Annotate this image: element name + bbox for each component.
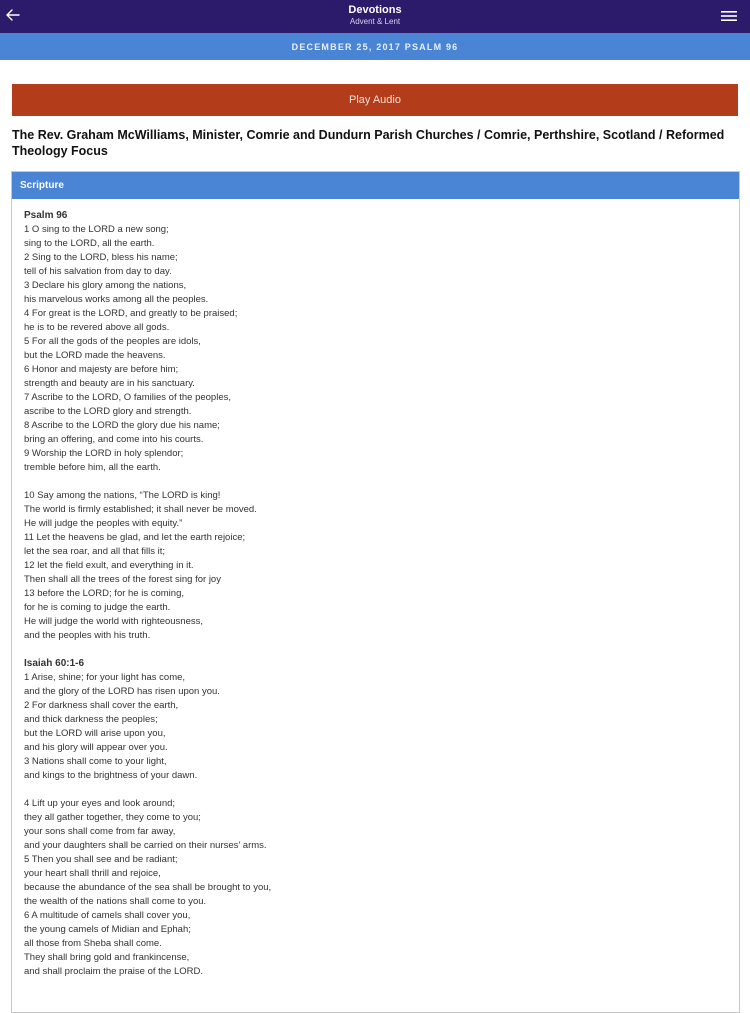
verse-line: let the sea roar, and all that fills it; [24, 546, 165, 557]
verse-line: strength and beauty are in his sanctuary. [24, 378, 195, 389]
verse-line: and the peoples with his truth. [24, 630, 151, 641]
date-bar: DECEMBER 25, 2017 PSALM 96 [0, 33, 750, 60]
verse-line: but the LORD will arise upon you, [24, 728, 166, 739]
stanza-spacer [24, 783, 727, 797]
verse-line: They shall bring gold and frankincense, [24, 952, 190, 963]
verse-line: and the glory of the LORD has risen upon you. [24, 686, 220, 697]
verse-line: tremble before him, all the earth. [24, 462, 161, 473]
verse-line: because the abundance of the sea shall be brought to you, [24, 882, 272, 893]
verse-line: 13 before the LORD; for he is coming, [24, 588, 184, 599]
verse-line: 10 Say among the nations, “The LORD is king! [24, 490, 221, 501]
verse-line: they all gather together, they come to you; [24, 812, 201, 823]
verse-line: your heart shall thrill and rejoice, [24, 868, 161, 879]
verse-line: The world is firmly established; it shall never be moved. [24, 504, 257, 515]
verse-line: 6 A multitude of camels shall cover you, [24, 910, 191, 921]
stanza-spacer [24, 475, 727, 489]
verse-line: the young camels of Midian and Ephah; [24, 924, 191, 935]
play-audio-button[interactable]: Play Audio [12, 84, 738, 116]
verse-line: and kings to the brightness of your dawn. [24, 770, 198, 781]
verse-line: He will judge the peoples with equity.” [24, 518, 183, 529]
verse-line: his marvelous works among all the peoples. [24, 294, 209, 305]
verse-line: and his glory will appear over you. [24, 742, 168, 753]
verse-line: 2 For darkness shall cover the earth, [24, 700, 179, 711]
verse-line: for he is coming to judge the earth. [24, 602, 171, 613]
verse-line: and your daughters shall be carried on their nurses’ arms. [24, 840, 267, 851]
scripture-panel [11, 171, 740, 1013]
verse-line: Then shall all the trees of the forest sing for joy [24, 574, 221, 585]
author-info: The Rev. Graham McWilliams, Minister, Comrie and Dundurn Parish Churches / Comrie, Perthshire, Scotland / Reformed Theology Focus [12, 128, 725, 158]
verse-line: the wealth of the nations shall come to you. [24, 896, 207, 907]
passage-reference: Psalm 96 [24, 210, 68, 221]
verse-line: ascribe to the LORD glory and strength. [24, 406, 192, 417]
verse-line: 11 Let the heavens be glad, and let the earth rejoice; [24, 532, 246, 543]
verse-line: 2 Sing to the LORD, bless his name; [24, 252, 178, 263]
app-header [0, 0, 750, 33]
verse-line: 3 Declare his glory among the nations, [24, 280, 187, 291]
verse-line: he is to be revered above all gods. [24, 322, 170, 333]
verse-line: your sons shall come from far away, [24, 826, 176, 837]
verse-line: 4 Lift up your eyes and look around; [24, 798, 176, 809]
verse-line: 4 For great is the LORD, and greatly to be praised; [24, 308, 238, 319]
verse-line: 1 O sing to the LORD a new song; [24, 224, 169, 235]
verse-line: 5 Then you shall see and be radiant; [24, 854, 178, 865]
verse-line: tell of his salvation from day to day. [24, 266, 172, 277]
app-subtitle: Advent & Lent [349, 17, 401, 26]
verse-line: 6 Honor and majesty are before him; [24, 364, 179, 375]
verse-line: 5 For all the gods of the peoples are idols, [24, 336, 201, 347]
verse-line: all those from Sheba shall come. [24, 938, 162, 949]
scripture-heading: Scripture [12, 172, 739, 199]
verse-line: 3 Nations shall come to your light, [24, 756, 167, 767]
verse-line: 7 Ascribe to the LORD, O families of the peoples, [24, 392, 231, 403]
verse-line: 9 Worship the LORD in holy splendor; [24, 448, 184, 459]
verse-line: but the LORD made the heavens. [24, 350, 166, 361]
hamburger-menu-icon [720, 9, 738, 23]
passage-spacer [24, 643, 727, 657]
passage-reference: Isaiah 60:1-6 [24, 658, 85, 669]
verse-line: and thick darkness the peoples; [24, 714, 158, 725]
verse-line: sing to the LORD, all the earth. [24, 238, 155, 249]
menu-button[interactable] [720, 9, 738, 23]
scripture-body [12, 199, 739, 979]
verse-line: He will judge the world with righteousness, [24, 616, 204, 627]
verse-line: 8 Ascribe to the LORD the glory due his name; [24, 420, 220, 431]
app-title: Devotions [348, 4, 402, 16]
verse-line: and shall proclaim the praise of the LORD. [24, 966, 204, 977]
verse-line: 1 Arise, shine; for your light has come, [24, 672, 186, 683]
verse-line: 12 let the field exult, and everything in it. [24, 560, 194, 571]
verse-line: bring an offering, and come into his courts. [24, 434, 204, 445]
header-title-group [0, 4, 750, 27]
